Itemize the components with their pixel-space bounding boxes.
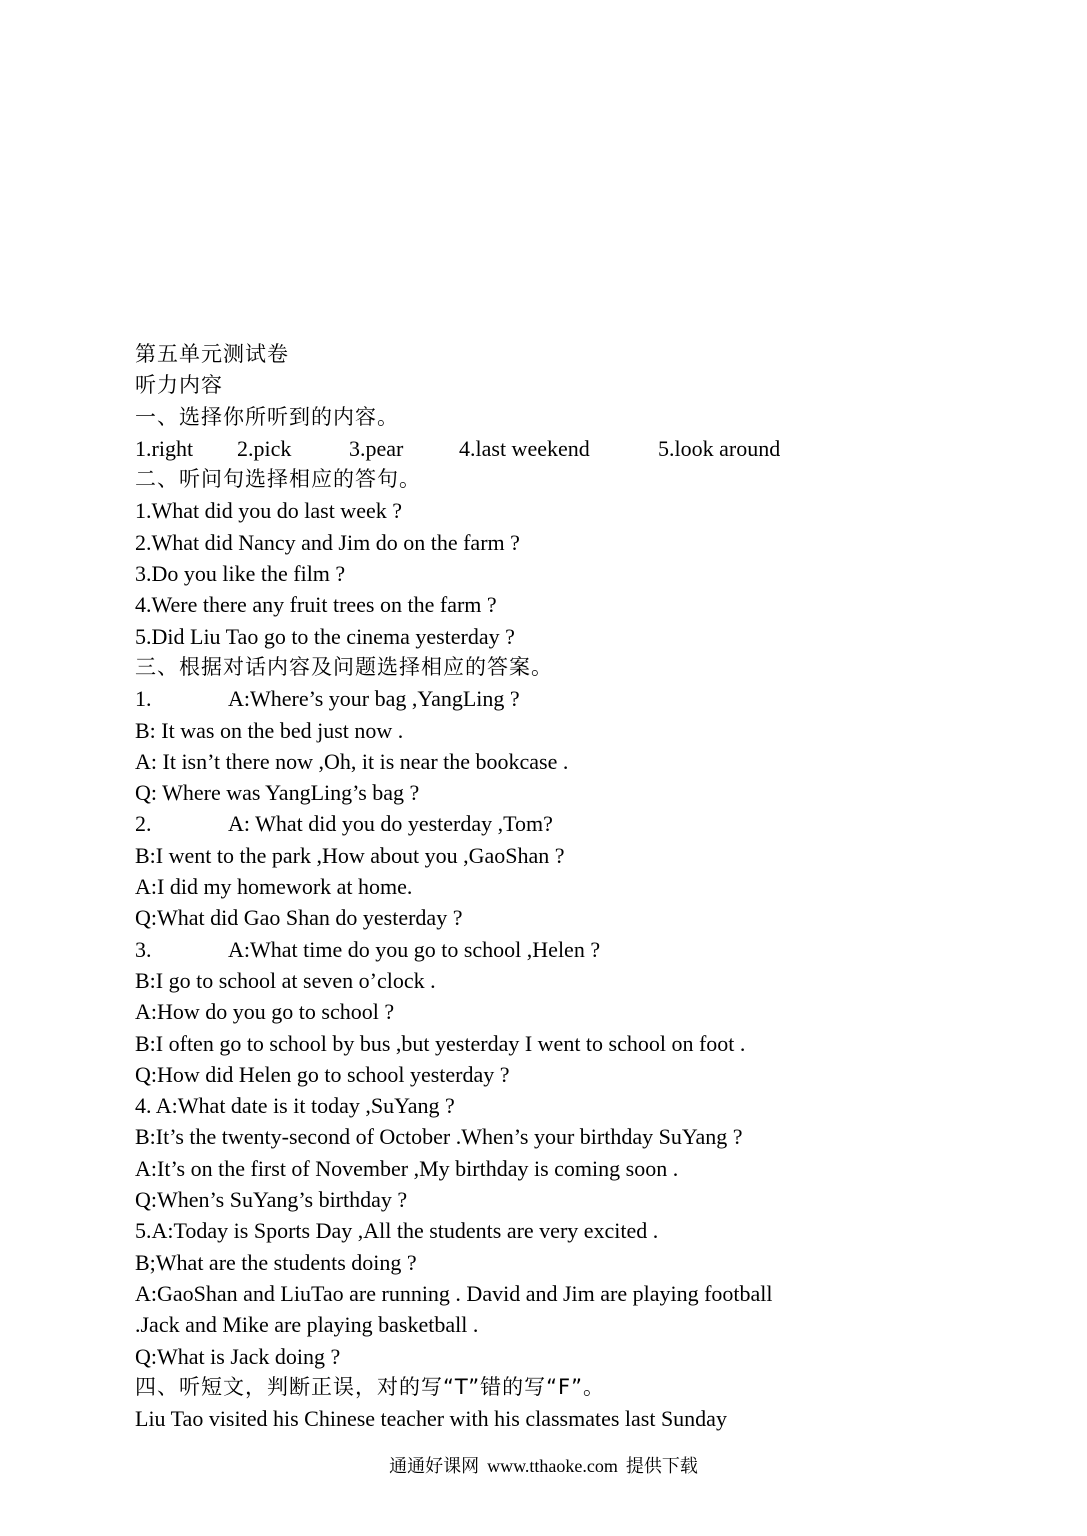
dialog-line: 5.A:Today is Sports Day ,All the students are very excited . bbox=[135, 1218, 659, 1244]
dialog-line: A: It isn’t there now ,Oh, it is near the bookcase . bbox=[135, 748, 569, 774]
dialog-line: A:I did my homework at home. bbox=[135, 874, 413, 900]
dialog-line: B:I go to school at seven o’clock . bbox=[135, 967, 436, 993]
section-1-heading: 一、选择你所听到的内容。 bbox=[135, 404, 399, 429]
section-2-heading: 二、听问句选择相应的答句。 bbox=[135, 467, 421, 492]
word-item: 2.pick bbox=[237, 435, 292, 461]
footer-download-text: 提供下载 bbox=[625, 1456, 698, 1477]
question-line: 3.Do you like the film ? bbox=[135, 561, 346, 587]
passage-line: Liu Tao visited his Chinese teacher with his classmates last Sunday bbox=[135, 1406, 727, 1432]
page-footer bbox=[0, 1452, 1087, 1478]
dialog-line: Q:How did Helen go to school yesterday ? bbox=[135, 1061, 510, 1087]
section-1-words bbox=[135, 433, 1035, 464]
word-item: 3.pear bbox=[349, 435, 404, 461]
word-item: 4.last weekend bbox=[459, 435, 590, 461]
document-subtitle: 听力内容 bbox=[135, 373, 223, 398]
dialog-line: Q: Where was YangLing’s bag ? bbox=[135, 780, 420, 806]
dialog-line: A:It’s on the first of November ,My birthday is coming soon . bbox=[135, 1155, 679, 1181]
dialog-line: .Jack and Mike are playing basketball . bbox=[135, 1312, 479, 1338]
dialog-line: A:GaoShan and LiuTao are running . David and Jim are playing football bbox=[135, 1280, 773, 1306]
document-title: 第五单元测试卷 bbox=[135, 342, 289, 366]
section-4-heading: 四、听短文，判断正误，对的写“T”错的写“F”。 bbox=[135, 1374, 605, 1399]
dialog-line: A:Where’s your bag ,YangLing ? bbox=[228, 686, 520, 712]
dialog-line: Q:What did Gao Shan do yesterday ? bbox=[135, 905, 463, 931]
dialog-line: A: What did you do yesterday ,Tom? bbox=[228, 811, 553, 837]
dialog-line: A:What time do you go to school ,Helen ? bbox=[228, 936, 601, 962]
section-3-heading: 三、根据对话内容及问题选择相应的答案。 bbox=[135, 654, 553, 679]
dialog-number: 3. bbox=[135, 936, 152, 962]
dialog-line: A:How do you go to school ? bbox=[135, 999, 395, 1025]
dialog-3-first-line bbox=[135, 934, 1035, 965]
dialog-line: 4. A:What date is it today ,SuYang ? bbox=[135, 1093, 455, 1119]
footer-url: www.tthaoke.com bbox=[487, 1456, 618, 1476]
document-content bbox=[135, 339, 1035, 1434]
dialog-line: B;What are the students doing ? bbox=[135, 1249, 417, 1275]
dialog-line: Q:When’s SuYang’s birthday ? bbox=[135, 1187, 408, 1213]
question-line: 5.Did Liu Tao go to the cinema yesterday ? bbox=[135, 623, 515, 649]
dialog-line: B: It was on the bed just now . bbox=[135, 717, 404, 743]
question-line: 1.What did you do last week ? bbox=[135, 498, 402, 524]
question-line: 4.Were there any fruit trees on the farm ? bbox=[135, 592, 497, 618]
footer-site-name: 通通好课网 bbox=[389, 1456, 480, 1477]
word-item: 1.right bbox=[135, 435, 194, 461]
question-line: 2.What did Nancy and Jim do on the farm ? bbox=[135, 529, 520, 555]
dialog-1-first-line bbox=[135, 683, 1035, 714]
dialog-number: 1. bbox=[135, 686, 152, 712]
dialog-line: B:I went to the park ,How about you ,GaoShan ? bbox=[135, 842, 565, 868]
dialog-line: B:I often go to school by bus ,but yesterday I went to school on foot . bbox=[135, 1030, 746, 1056]
dialog-2-first-line bbox=[135, 808, 1035, 839]
word-item: 5.look around bbox=[658, 435, 781, 461]
dialog-line: Q:What is Jack doing ? bbox=[135, 1343, 341, 1369]
dialog-line: B:It’s the twenty-second of October .When’s your birthday SuYang ? bbox=[135, 1124, 743, 1150]
dialog-number: 2. bbox=[135, 811, 152, 837]
